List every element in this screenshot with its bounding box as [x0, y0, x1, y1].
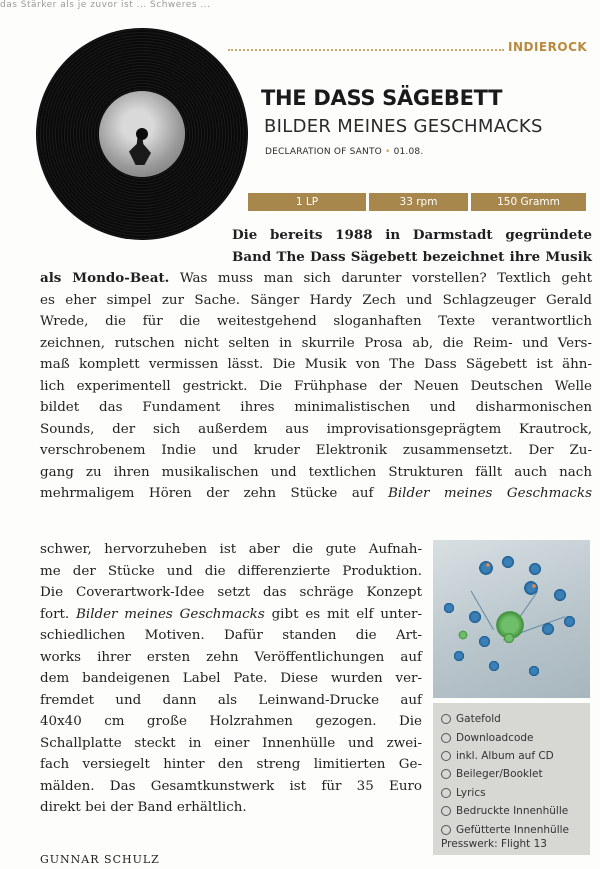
feature-label: Downloadcode [456, 731, 534, 744]
feature-item [441, 765, 590, 783]
author-name: GUNNAR SCHULZ [40, 853, 160, 866]
empty-circle-icon [441, 751, 451, 761]
feature-label: Lyrics [456, 786, 486, 799]
body-line: Wrede, die für die weitestgehend sloganhaften Texte verantwortlich [40, 314, 592, 329]
record-label-name: DECLARATION OF SANTO [265, 147, 382, 157]
body-line: schiedlichen Motiven. Dafür standen die Art- [40, 628, 422, 643]
body-line: gang zu ihren musikalischen und textlichen Strukturen fällt auch nach [40, 464, 592, 480]
feature-item [441, 784, 590, 802]
body-line: zeichnen, rutschen nicht selten in skurrile Prosa ab, die Reim- und Vers- [40, 335, 592, 351]
body-line: fach versiegelt hinter den streng limitierten Ge- [40, 757, 422, 772]
spec-weight: 150 Gramm [471, 193, 586, 211]
spec-bar [248, 193, 586, 211]
empty-circle-icon [441, 788, 451, 798]
feature-label: Gatefold [456, 713, 501, 726]
album-title-italic: Bilder meines Geschmacks [388, 486, 592, 501]
empty-circle-icon [441, 825, 451, 835]
body-line: works ihrer ersten zehn Veröffentlichungen auf [40, 649, 422, 665]
category-tag: INDIEROCK [508, 40, 588, 54]
feature-label: inkl. Album auf CD [456, 749, 554, 762]
body-line: dem bandeigenen Label Pate. Diese wurden ver- [40, 671, 422, 686]
feature-label: Gefütterte Innenhülle [456, 823, 569, 836]
feature-label: Beileger/Booklet [456, 768, 543, 781]
line-part: gibt es mit elf unter- [264, 606, 422, 622]
band-name: THE DASS SÄGEBETT [261, 86, 503, 110]
review-text-top [40, 225, 592, 505]
album-title: BILDER MEINES GESCHMACKS [264, 116, 543, 137]
review-text-bottom [40, 539, 422, 819]
body-line: schwer, hervorzuheben ist aber die gute Aufnah- [40, 542, 422, 557]
empty-circle-icon [441, 769, 451, 779]
feature-item [441, 820, 590, 838]
album-cover-image [433, 540, 590, 698]
body-line: bildet das Fundament ihres minimalistischen und disharmonischen [40, 400, 592, 415]
release-date: 01.08. [393, 147, 424, 157]
body-line-3 [40, 268, 592, 290]
body-line: verschrobenem Indie und kruder Elektronik zusammensetzt. Der Zu- [40, 443, 592, 458]
body-line: Sounds, der sich außerdem aus improvisationsgeprägtem Krautrock, [40, 421, 592, 437]
spec-format: 1 LP [248, 193, 366, 211]
feature-label: Bedruckte Innenhülle [456, 805, 569, 818]
body-line-last: direkt bei der Band erhältlich. [40, 800, 247, 815]
body-line: maß komplett vermissen lässt. Die Musik von The Dass Sägebett ist ähn- [40, 357, 592, 372]
line-part: fort. [40, 606, 77, 622]
body-line: es eher simpel zur Sache. Sänger Hardy Zech und Schlagzeuger Gerald [40, 292, 592, 308]
lead-line-2: Band The Dass Sägebett bezeichnet ihre Musik [232, 248, 592, 265]
record-label-photo [99, 91, 185, 177]
body-line: Die Coverartwork-Idee setzt das schräge Konzept [40, 585, 422, 600]
feature-item [441, 747, 590, 765]
separator-dot: • [385, 147, 391, 157]
body-line-title [40, 483, 592, 505]
body-line: 40x40 cm große Holzrahmen gezogen. Die [40, 714, 422, 729]
album-title-italic: Bilder meines Geschmacks [76, 606, 265, 622]
lead-end: als Mondo-Beat. [40, 270, 170, 286]
body-line-title [40, 604, 422, 626]
body-line: Schallplatte steckt in einer Innenhülle und zwei- [40, 735, 422, 751]
body-line: lich experimentell gestrickt. Die Frühphase der Neuen Deutschen Welle [40, 378, 592, 394]
feature-item [441, 728, 590, 746]
feature-item [441, 710, 590, 728]
body-line: me der Stücke und die differenzierte Produktion. [40, 563, 422, 579]
vinyl-record-image [36, 28, 248, 240]
empty-circle-icon [441, 806, 451, 816]
body-line: fremdet und dann als Leinwand-Drucke auf [40, 692, 422, 708]
features-box [433, 703, 590, 855]
feature-item [441, 802, 590, 820]
header-cut-text: das Stärker als je zuvor ist ... Schweres ... [0, 0, 211, 10]
line-3-rest: Was muss man sich darunter vorstellen? Textlich geht [169, 271, 592, 286]
spec-speed: 33 rpm [369, 193, 468, 211]
empty-circle-icon [441, 733, 451, 743]
lead-line-1: Die bereits 1988 in Darmstadt gegründete [232, 227, 592, 243]
body-line: mälden. Das Gesamtkunstwerk ist für 35 Euro [40, 778, 422, 794]
spindle-hole [136, 128, 148, 140]
release-info [265, 147, 423, 157]
pressing-plant: Presswerk: Flight 13 [441, 838, 547, 850]
dotted-rule [228, 49, 504, 51]
empty-circle-icon [441, 714, 451, 724]
line-part: mehrmaligem Hören der zehn Stücke auf [40, 486, 388, 501]
